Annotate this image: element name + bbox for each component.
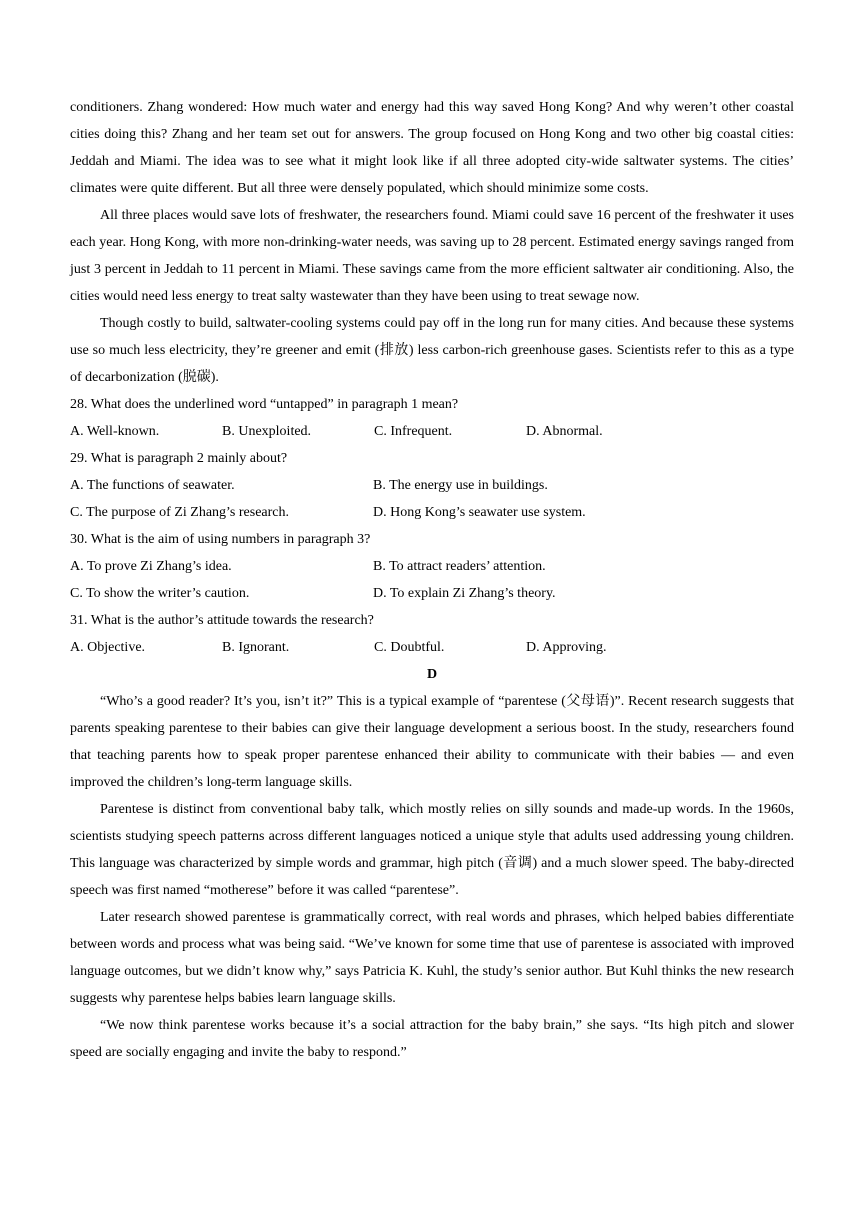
passage-d-paragraph-1: “Who’s a good reader? It’s you, isn’t it?” This is a typical example of “parentese (父母语)”. Recent research suggests that parents speaking parentese to their babies can give their language development a serious boost. In the study, researchers found that teaching parents how to speak proper parentese enhanced their ability to communicate with their babies — and even improved the children’s long-term language skills.: [70, 694, 794, 790]
option-a: A. Objective.: [70, 640, 146, 655]
option-a: A. To prove Zi Zhang’s idea.: [70, 559, 232, 574]
answer-options: [70, 580, 794, 607]
option-b: B. Ignorant.: [222, 640, 290, 655]
passage-d-paragraph-2: Parentese is distinct from conventional baby talk, which mostly relies on silly sounds and made-up words. In the 1960s, scientists studying speech patterns across different languages noticed a unique style that adults used addressing young children. This language was characterized by simple words and grammar, high pitch (音调) and a much slower speed. The baby-directed speech was first named “motherese” before it was called “parentese”.: [70, 802, 794, 898]
passage-c-paragraph-3: Though costly to build, saltwater-cooling systems could pay off in the long run for many cities. And because these systems use so much less electricity, they’re greener and emit (排放) less carbon-rich greenhouse gases. Scientists refer to this as a type of decarbonization (脱碳).: [70, 316, 794, 385]
answer-options: [70, 472, 794, 499]
option-a: A. Well-known.: [70, 424, 160, 439]
section-d-heading: D: [426, 667, 438, 682]
page-content: [70, 94, 794, 1066]
passage-c-paragraph-1: conditioners. Zhang wondered: How much water and energy had this way saved Hong Kong? And why weren’t other coastal cities doing this? Zhang and her team set out for answers. The group focused on Hong Kong and two other big coastal cities: Jeddah and Miami. The idea was to see what it might look like if all three adopted city-wide saltwater systems. The cities’ climates were quite different. But all three were densely populated, which should minimize some costs.: [70, 100, 794, 196]
option-d: D. Abnormal.: [526, 424, 603, 439]
question-30: [70, 526, 794, 607]
answer-options: [70, 634, 794, 661]
option-b: B. Unexploited.: [222, 424, 312, 439]
question-stem: 29. What is paragraph 2 mainly about?: [70, 451, 288, 466]
question-31: [70, 607, 794, 661]
option-d: D. Hong Kong’s seawater use system.: [373, 505, 586, 520]
passage-c-paragraph-2: All three places would save lots of freshwater, the researchers found. Miami could save 16 percent of the freshwater it uses each year. Hong Kong, with more non-drinking-water needs, was saving up to 28 percent. Estimated energy savings ranged from just 3 percent in Jeddah to 11 percent in Miami. These savings came from the more efficient saltwater air conditioning. Also, the cities would need less energy to treat salty wastewater than they have been using to treat sewage now.: [70, 208, 794, 304]
question-28: [70, 391, 794, 445]
option-c: C. The purpose of Zi Zhang’s research.: [70, 505, 290, 520]
option-b: B. The energy use in buildings.: [373, 478, 548, 493]
option-c: C. Doubtful.: [374, 640, 445, 655]
passage-d-paragraph-4: “We now think parentese works because it’s a social attraction for the baby brain,” she says. “Its high pitch and slower speed are socially engaging and invite the baby to respond.”: [70, 1018, 794, 1060]
option-c: C. Infrequent.: [374, 424, 453, 439]
answer-options: [70, 553, 794, 580]
question-29: [70, 445, 794, 526]
option-d: D. Approving.: [526, 640, 607, 655]
option-b: B. To attract readers’ attention.: [373, 559, 546, 574]
question-stem: 30. What is the aim of using numbers in paragraph 3?: [70, 532, 371, 547]
question-stem: 31. What is the author’s attitude towards the research?: [70, 613, 374, 628]
option-a: A. The functions of seawater.: [70, 478, 235, 493]
passage-d-paragraph-3: Later research showed parentese is grammatically correct, with real words and phrases, which helped babies differentiate between words and process what was being said. “We’ve known for some time that use of parentese is associated with improved language outcomes, but we didn’t know why,” says Patricia K. Kuhl, the study’s senior author. But Kuhl thinks the new research suggests why parentese helps babies learn language skills.: [70, 910, 794, 1006]
option-d: D. To explain Zi Zhang’s theory.: [373, 586, 556, 601]
option-c: C. To show the writer’s caution.: [70, 586, 250, 601]
answer-options: [70, 499, 794, 526]
answer-options: [70, 418, 794, 445]
question-stem: 28. What does the underlined word “untapped” in paragraph 1 mean?: [70, 397, 459, 412]
